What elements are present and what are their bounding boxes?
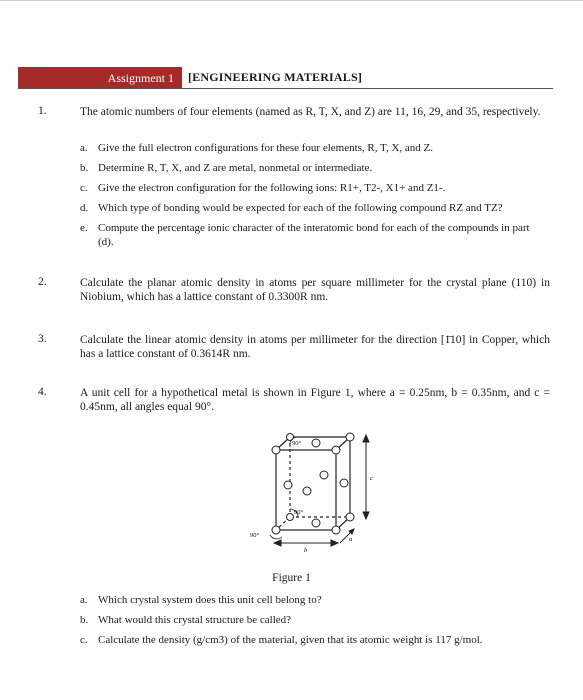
unit-cell-figure [246, 425, 386, 553]
arrowhead [363, 435, 369, 442]
part-label: e. [80, 222, 88, 234]
arrowhead [274, 540, 281, 546]
figure-caption: Figure 1 [272, 572, 311, 584]
part-text: Calculate the density (g/cm3) of the material, given that its atomic weight is 117 g/mol. [98, 634, 483, 646]
question-4-part [80, 593, 550, 607]
atom [320, 471, 328, 479]
atom [332, 446, 340, 454]
question-3-text: Calculate the linear atomic density in atoms per millimeter for the direction [1̄10] in Copper, which has a lattice constant of 0.3614R nm. [80, 334, 550, 360]
question-4-part [80, 633, 550, 647]
part-text: Compute the percentage ionic character of the interatomic bond for each of the compounds in part (d). [98, 222, 530, 248]
question-number: 1. [38, 105, 47, 117]
atom [303, 487, 311, 495]
part-label: a. [80, 594, 88, 606]
angle-arc [270, 535, 282, 539]
part-label: c. [80, 182, 88, 194]
question-1-part [80, 221, 550, 249]
atom [340, 479, 348, 487]
part-text: Which crystal system does this unit cell belong to? [98, 594, 322, 606]
part-label: a. [80, 142, 88, 154]
question-2-text: Calculate the planar atomic density in atoms per square millimeter for the crystal plane (110) in Niobium, which has a lattice constant of 0.3300R nm. [80, 277, 550, 303]
part-text: Give the electron configuration for the following ions: R1+, T2-, X1+ and Z1-. [98, 182, 446, 194]
part-text: What would this crystal structure be called? [98, 614, 292, 626]
atom [272, 526, 280, 534]
dimension-label-a: a [349, 536, 353, 543]
top-border [0, 0, 583, 1]
course-title: [ENGINEERING MATERIALS] [188, 70, 363, 84]
arrowhead [331, 540, 338, 546]
question-4-part [80, 613, 550, 627]
angle-label: 90° [292, 440, 302, 447]
document-header [18, 67, 553, 89]
dimension-label-b: b [304, 547, 308, 553]
question-1-text: The atomic numbers of four elements (named as R, T, X, and Z) are 11, 16, 29, and 35, respectively. [80, 106, 541, 118]
atom [284, 481, 292, 489]
part-text: Determine R, T, X, and Z are metal, nonmetal or intermediate. [98, 162, 373, 174]
question-1-part [80, 161, 550, 175]
angle-label: 90° [250, 532, 260, 539]
atom [332, 526, 340, 534]
dimension-label-c: c [370, 475, 373, 482]
part-text: Which type of bonding would be expected for each of the following compound RZ and TZ? [98, 202, 503, 214]
atom [346, 433, 354, 441]
question-4-text: A unit cell for a hypothetical metal is shown in Figure 1, where a = 0.25nm, b = 0.35nm, and c = 0.45nm, all angles equal 90°. [80, 387, 550, 413]
part-label: d. [80, 202, 89, 214]
part-label: b. [80, 614, 89, 626]
part-text: Give the full electron configurations for these four elements, R, T, X, and Z. [98, 142, 433, 154]
question-1-part [80, 141, 550, 155]
atom [272, 446, 280, 454]
question-number: 3. [38, 333, 47, 345]
assignment-tab: Assignment 1 [18, 67, 182, 89]
angle-label: 90° [294, 509, 304, 516]
question-number: 2. [38, 276, 47, 288]
atom [312, 439, 320, 447]
atom [346, 513, 354, 521]
question-1-part [80, 201, 550, 215]
atom [312, 519, 320, 527]
header-divider [18, 88, 553, 89]
arrowhead [363, 512, 369, 519]
question-number: 4. [38, 386, 47, 398]
atom [287, 514, 294, 521]
part-label: b. [80, 162, 89, 174]
question-1-part [80, 181, 550, 195]
part-label: c. [80, 634, 88, 646]
